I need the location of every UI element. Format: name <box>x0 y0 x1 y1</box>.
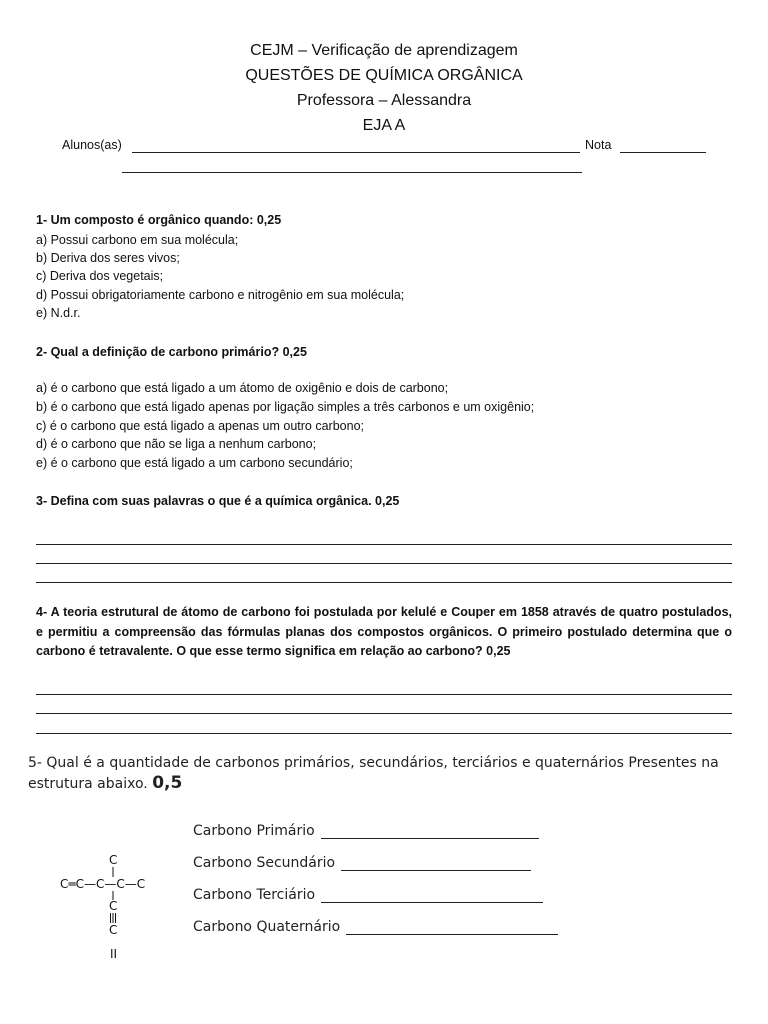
question-5-text <box>28 753 728 794</box>
field-label: Carbono Quaternário <box>193 919 341 935</box>
question-1-option-a: a) Possui carbono em sua molécula; <box>36 233 239 247</box>
structure-bottom-mark: II <box>110 947 118 961</box>
doc-header-teacher: Professora – Alessandra <box>296 92 472 109</box>
field-carbono-terciario <box>193 887 543 903</box>
field-label: Carbono Secundário <box>193 855 336 871</box>
question-1-title: 1- Um composto é orgânico quando: 0,25 <box>36 213 282 227</box>
field-carbono-quaternario <box>193 919 558 935</box>
answer-blank[interactable] <box>321 890 543 903</box>
question-2-title: 2- Qual a definição de carbono primário? 0,25 <box>36 345 307 359</box>
field-label: Carbono Terciário <box>193 887 316 903</box>
answer-blank[interactable] <box>341 858 531 871</box>
grade-blank[interactable] <box>620 152 706 153</box>
doc-header-school: CEJM – Verificação de aprendizagem <box>250 42 518 59</box>
answer-blank[interactable] <box>346 922 558 935</box>
doc-header-subject: QUESTÕES DE QUÍMICA ORGÂNICA <box>245 67 523 84</box>
question-3-answer-line[interactable] <box>36 582 732 583</box>
students-row <box>62 138 122 152</box>
question-2-option-c: c) é o carbono que está ligado a apenas um outro carbono; <box>36 419 364 433</box>
question-3-answer-line[interactable] <box>36 563 732 564</box>
structure-top-carbon: C <box>109 853 118 867</box>
answer-blank[interactable] <box>321 826 539 839</box>
field-label: Carbono Primário <box>193 823 315 839</box>
students-label: Alunos(as) <box>62 138 122 152</box>
question-5-points: 0,5 <box>152 773 183 793</box>
question-4-answer-line[interactable] <box>36 713 732 714</box>
question-2-option-a: a) é o carbono que está ligado a um átomo de oxigênio e dois de carbono; <box>36 381 449 395</box>
doc-header-class: EJA A <box>362 117 406 134</box>
question-4-text: 4- A teoria estrutural de átomo de carbono foi postulada por kelulé e Couper em 1858 através de quatro postulados, e permitiu a compreensão das fórmulas planas dos compostos orgânicos. O primeiro postulado determina que o carbono é tetravalente. O que esse termo significa em relação ao carbono? 0,25 <box>36 605 732 658</box>
students-blank-2[interactable] <box>122 172 582 173</box>
structure-mid-carbon: C <box>109 899 118 913</box>
students-blank[interactable] <box>132 152 580 153</box>
field-carbono-secundario <box>193 855 531 871</box>
chemical-structure <box>55 850 185 962</box>
question-2-option-d: d) é o carbono que não se liga a nenhum carbono; <box>36 437 317 451</box>
question-1-option-d: d) Possui obrigatoriamente carbono e nitrogênio em sua molécula; <box>36 288 405 302</box>
question-1-option-b: b) Deriva dos seres vivos; <box>36 251 180 265</box>
structure-main-chain: C═C—C—C—C <box>60 877 146 891</box>
question-1-option-e: e) N.d.r. <box>36 306 81 320</box>
question-4-answer-line[interactable] <box>36 733 732 734</box>
structure-triple-carbon: C <box>109 923 118 937</box>
grade-label: Nota <box>585 138 612 152</box>
question-1-option-c: c) Deriva dos vegetais; <box>36 269 164 283</box>
field-carbono-primario <box>193 823 539 839</box>
question-2-option-e: e) é o carbono que está ligado a um carbono secundário; <box>36 456 353 470</box>
question-4-answer-line[interactable] <box>36 694 732 695</box>
question-3-answer-line[interactable] <box>36 544 732 545</box>
question-3-title: 3- Defina com suas palavras o que é a química orgânica. 0,25 <box>36 494 400 508</box>
question-2-option-b: b) é o carbono que está ligado apenas por ligação simples a três carbonos e um oxigênio; <box>36 400 535 414</box>
question-5-prompt: 5- Qual é a quantidade de carbonos primários, secundários, terciários e quaternários Presentes na estrutura abaixo. <box>28 755 719 792</box>
